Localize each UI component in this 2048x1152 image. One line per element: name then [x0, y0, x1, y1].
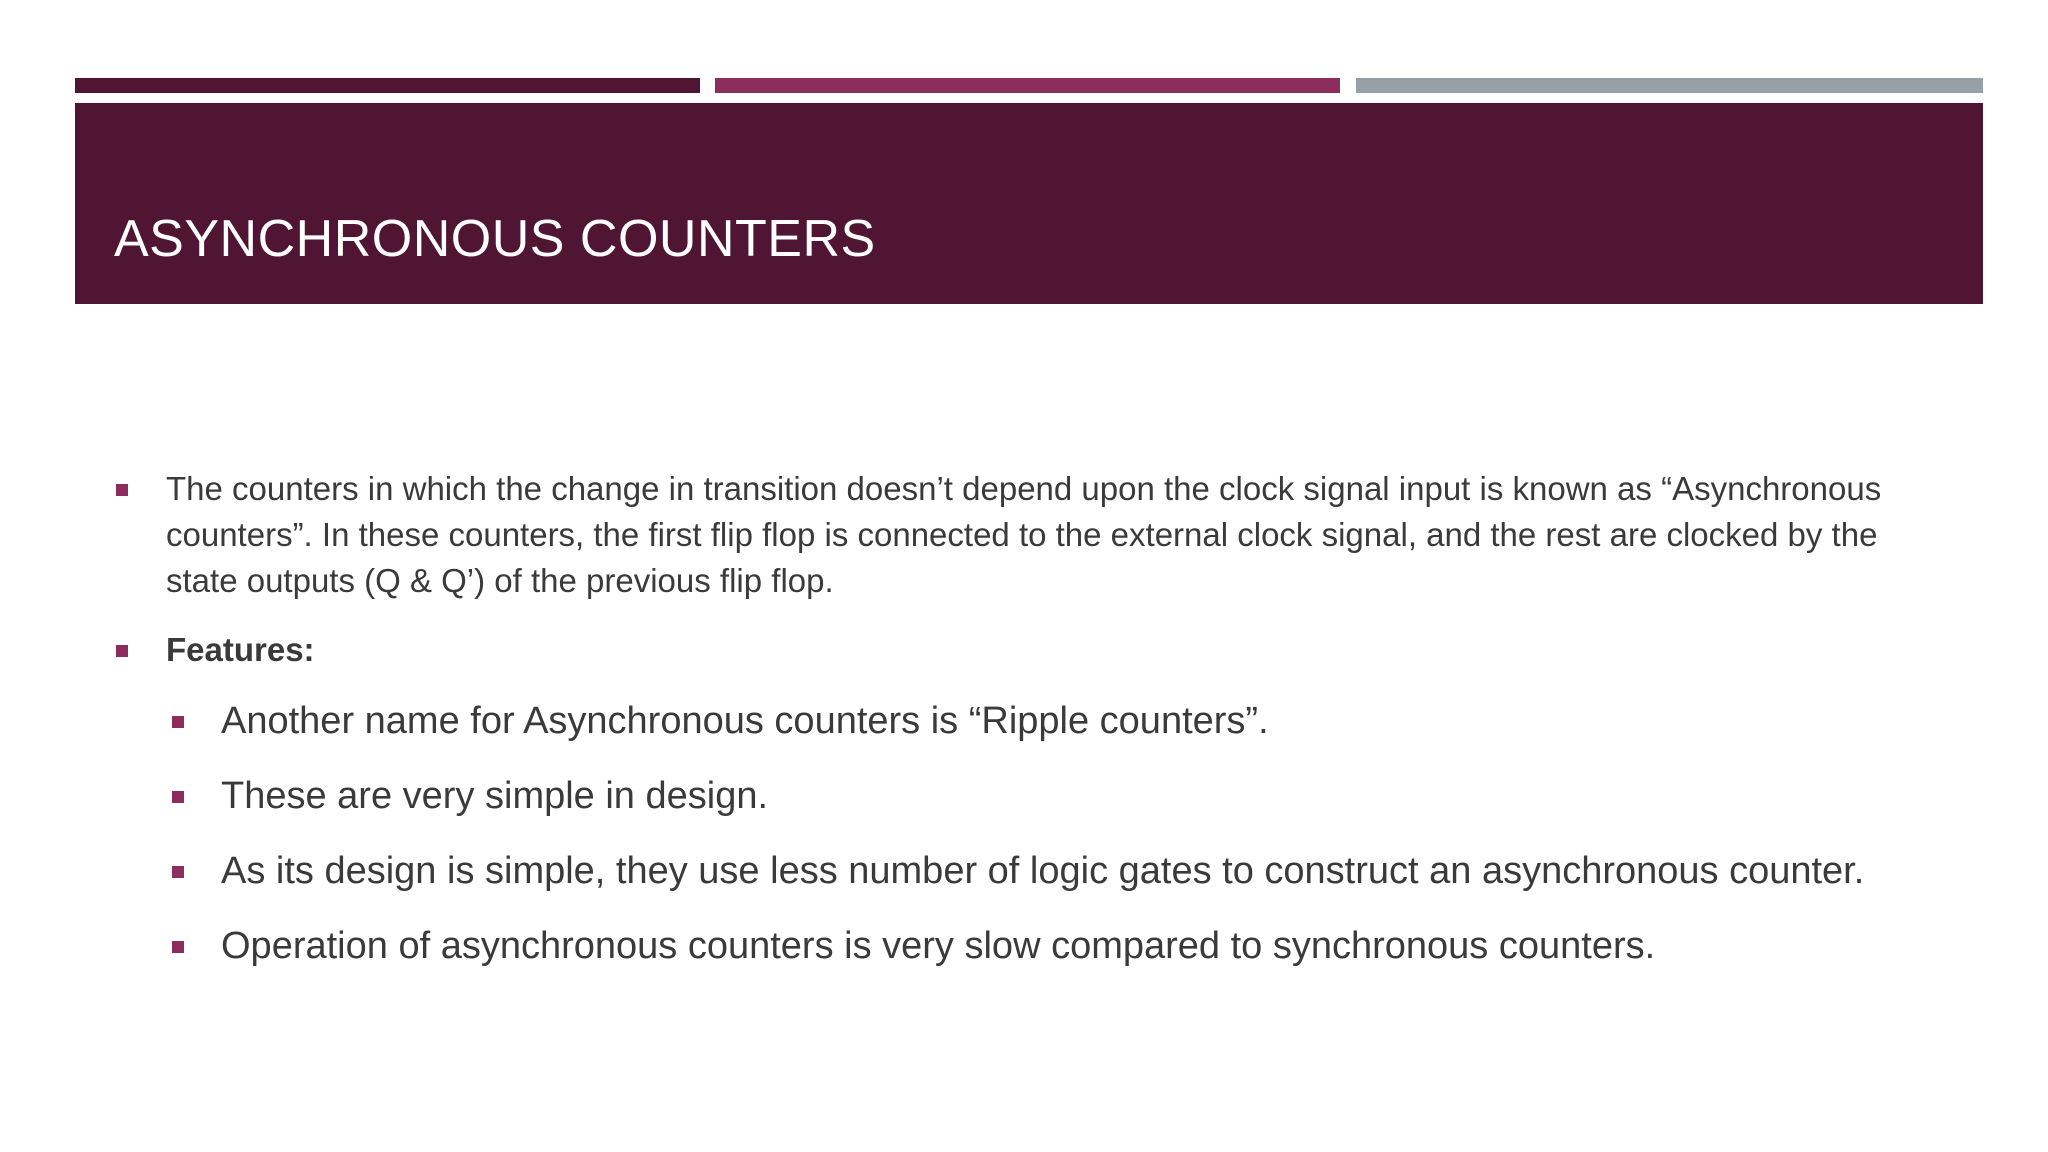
sub-bullet [221, 923, 1921, 969]
sub-bullet-text: Operation of asynchronous counters is very slow compared to synchronous counters. [221, 925, 1656, 967]
square-bullet-icon [172, 941, 184, 953]
sub-bullet-text: These are very simple in design. [221, 775, 769, 817]
sub-bullet-text: As its design is simple, they use less number of logic gates to construct an asynchronous counter. [221, 850, 1865, 892]
square-bullet-icon [116, 645, 128, 657]
square-bullet-icon [172, 716, 184, 728]
square-bullet-icon [172, 866, 184, 878]
square-bullet-icon [116, 484, 128, 496]
slide-title: ASYNCHRONOUS COUNTERS [114, 210, 876, 268]
sub-bullet [221, 698, 1921, 744]
bullet-features [166, 627, 1906, 673]
bullet-text: Features: [166, 631, 315, 668]
sub-bullet [221, 848, 1921, 894]
bullet-text: The counters in which the change in transition doesn’t depend upon the clock signal input is known as “Asynchronous counters”. In these counters, the first flip flop is connected to the external clock signal, and the rest are clocked by the state outputs (Q & Q’) of the previous flip flop. [166, 470, 1882, 599]
square-bullet-icon [172, 791, 184, 803]
sub-bullet-text: Another name for Asynchronous counters is “Ripple counters”. [221, 700, 1269, 742]
bullet-definition [166, 466, 1906, 604]
sub-bullet [221, 773, 1921, 819]
